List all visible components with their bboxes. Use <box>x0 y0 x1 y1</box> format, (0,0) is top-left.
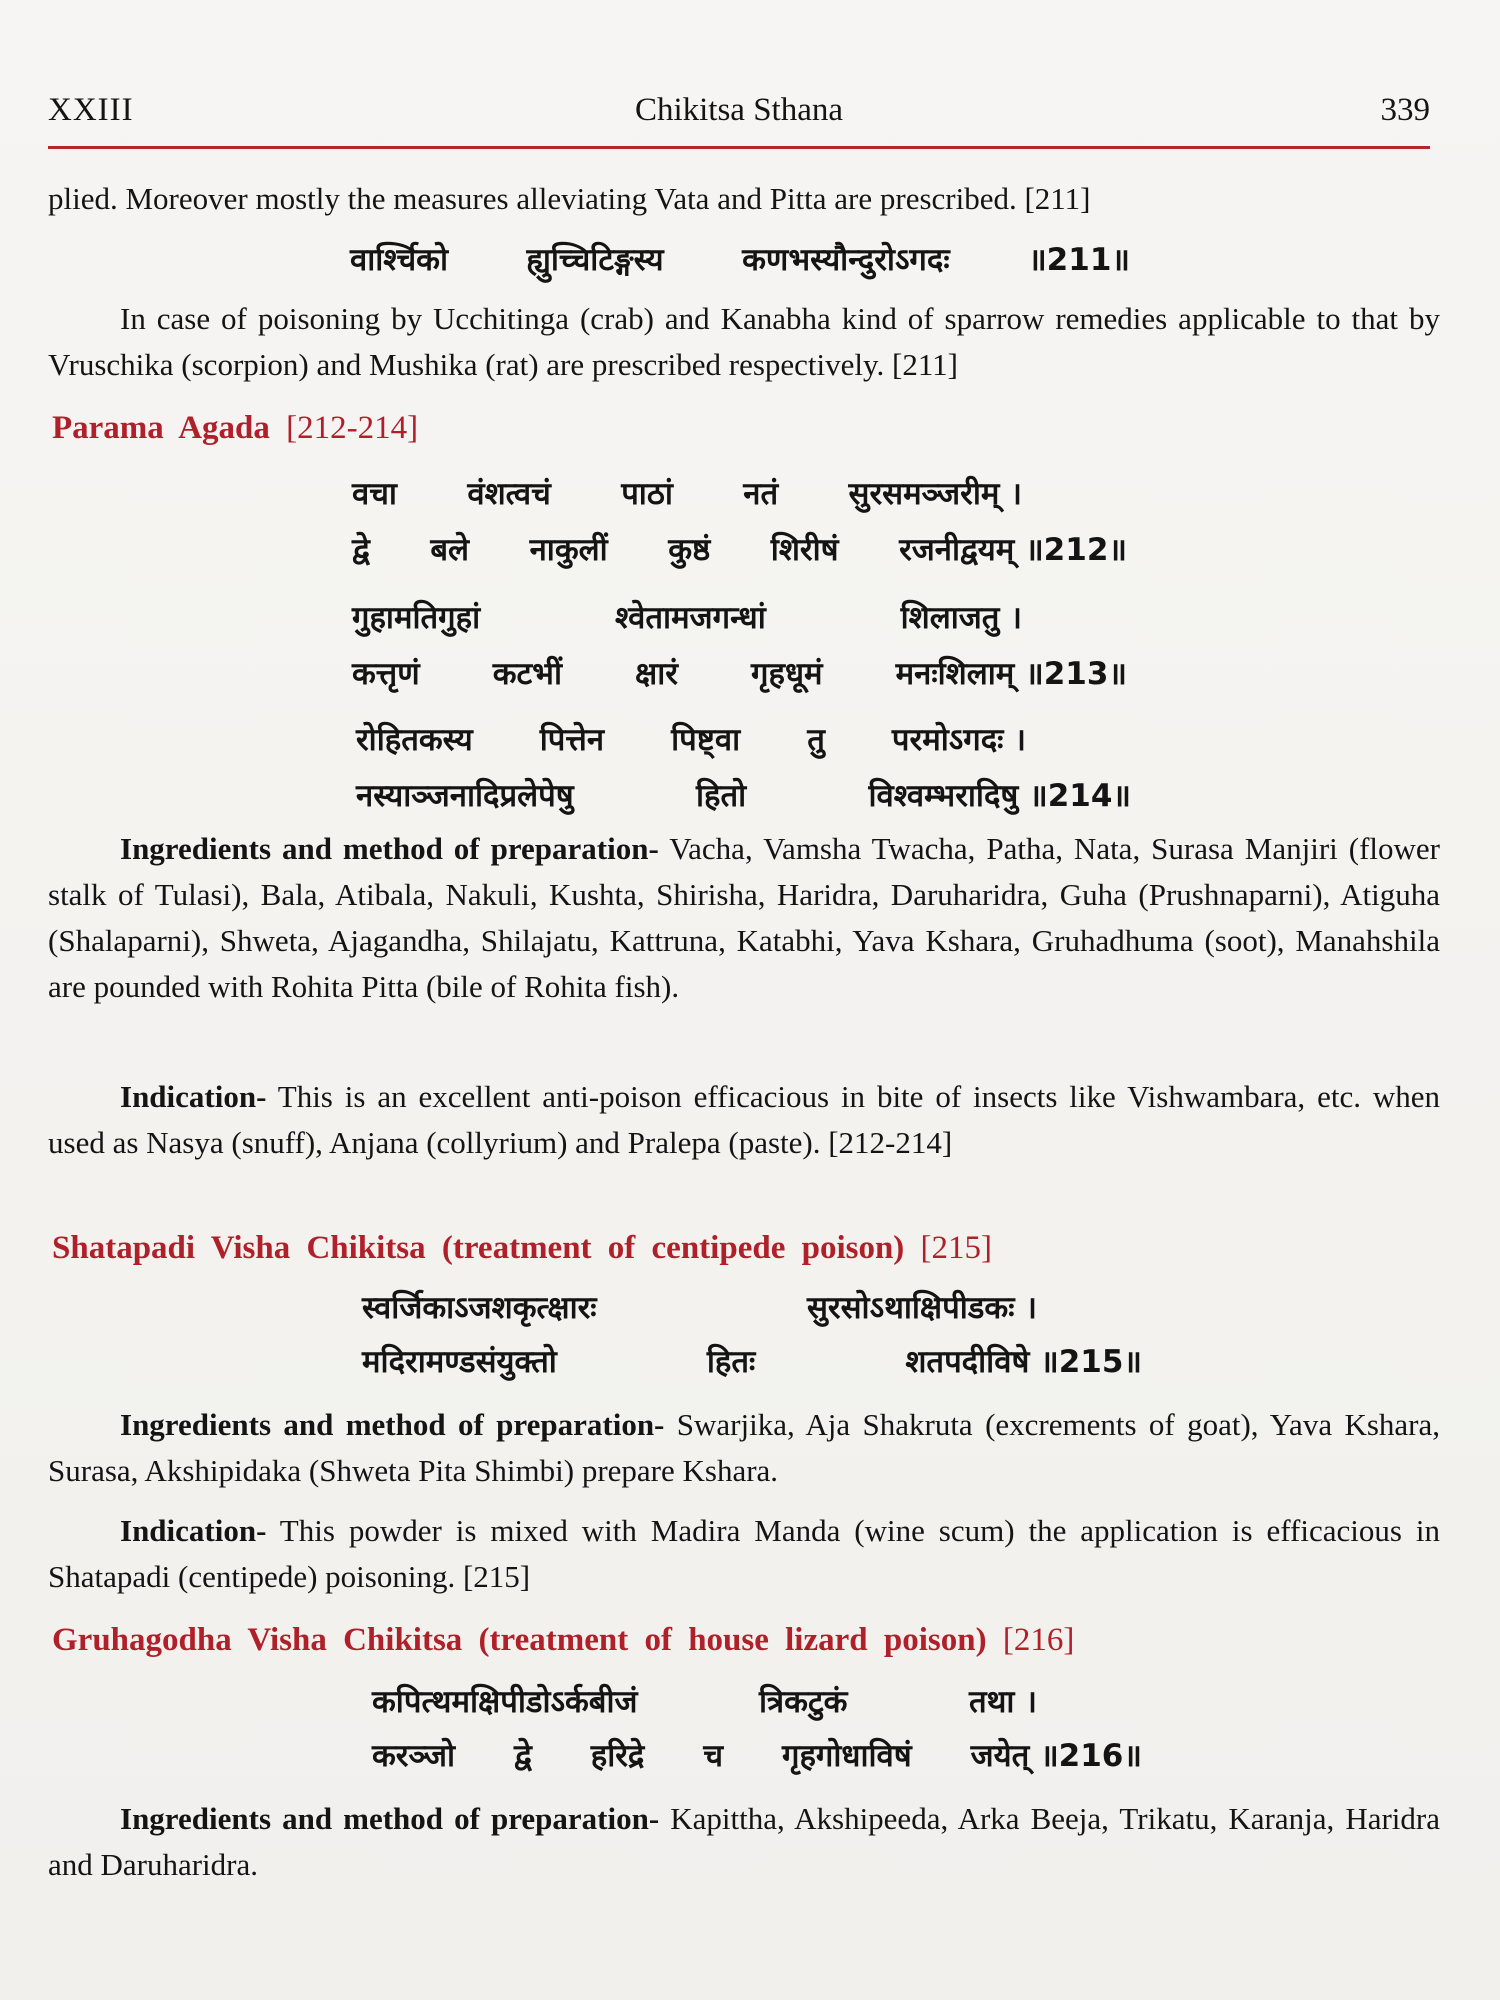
verse-word: नस्याञ्जनादिप्रलेपेषु <box>356 778 574 814</box>
verse-word: वंशत्वचं <box>467 476 551 512</box>
verse-word: करञ्जो <box>372 1738 456 1774</box>
verse-line-2 <box>352 528 1127 570</box>
verse-word: जयेत् ॥216॥ <box>970 1738 1142 1774</box>
verse-line-3 <box>352 596 1022 638</box>
verse-word: वचा <box>352 476 397 512</box>
run-in-label: Ingredients and method of preparation- <box>120 831 659 866</box>
verse-word: शतपदीविषे ॥215॥ <box>905 1344 1142 1380</box>
verse-word: द्वे <box>513 1738 532 1774</box>
verse-line-6 <box>356 774 1131 816</box>
paragraph-gruhagodha-ingredients <box>48 1796 1440 1888</box>
header-rule <box>48 146 1430 149</box>
paragraph-shatapadi-indication <box>48 1508 1440 1600</box>
verse-word: परमोऽगदः । <box>891 722 1026 758</box>
verse-word: कपित्थमक्षिपीडोऽर्कबीजं <box>372 1684 638 1720</box>
verse-word: कणभस्यौन्दुरोऽगदः <box>742 242 950 278</box>
verse-word: हितो <box>695 778 747 814</box>
paragraph-text: Kapittha, Akshipeeda, Arka Beeja, Trikatu, Karanja, Haridra and Daruharidra. <box>48 1801 1440 1882</box>
paragraph-parama-ingredients <box>48 826 1440 1010</box>
verse-word: वार्श्चिको <box>350 242 448 278</box>
verse-word: द्वे <box>352 532 370 568</box>
verse-word: कत्तृणं <box>352 656 420 692</box>
page-header <box>48 92 1430 136</box>
paragraph-text: Swarjika, Aja Shakruta (excrements of goat), Yava Kshara, Surasa, Akshipidaka (Shweta Pita Shimbi) prepare Kshara. <box>48 1407 1440 1488</box>
verse-word: हितः <box>706 1344 756 1380</box>
page-number: 339 <box>1380 92 1430 128</box>
verse-line-5 <box>356 718 1026 760</box>
verse-word: कुष्ठं <box>668 532 711 568</box>
verse-word: तु <box>807 722 825 758</box>
verse-word: सुरसोऽथाक्षिपीडकः । <box>806 1290 1037 1326</box>
verse-word: हरिद्रे <box>590 1738 645 1774</box>
section-heading-parama-agada <box>52 410 1440 447</box>
verse-word: स्वर्जिकाऽजशकृत्क्षारः <box>362 1290 597 1326</box>
verse-word: नतं <box>743 476 779 512</box>
heading-reference: [215] <box>920 1230 993 1266</box>
verse-word: श्वेतामजगन्धां <box>614 600 766 636</box>
heading-reference: [216] <box>1002 1622 1075 1658</box>
verse-word: मदिरामण्डसंयुक्तो <box>362 1344 557 1380</box>
verse-word: ह्युच्चिटिङ्गस्य <box>526 242 664 278</box>
verse-word: त्रिकटुकं <box>759 1684 848 1720</box>
verse-word: रोहितकस्य <box>356 722 473 758</box>
verse-word: गृहधूमं <box>751 656 823 692</box>
verse-word: शिलाजतु । <box>900 600 1022 636</box>
section-heading-gruhagodha <box>52 1622 1440 1659</box>
verse-word: नाकुलीं <box>529 532 608 568</box>
run-in-label: Ingredients and method of preparation- <box>120 1407 665 1442</box>
paragraph-text: Vacha, Vamsha Twacha, Patha, Nata, Surasa Manjiri (flower stalk of Tulasi), Bala, Atibala, Nakuli, Kushta, Shirisha, Haridra, Daruharidra, Guha (Prushnaparni), Atiguha (Shalaparni), Shweta, Ajagandha, Shilajatu, Kattruna, Katabhi, Yava Kshara, Gruhadhuma (soot), Manahshila are pounded with Rohita Pitta (bile of Rohita fish). <box>48 831 1440 1004</box>
heading-reference: [212-214] <box>286 410 419 446</box>
paragraph-parama-indication <box>48 1074 1440 1166</box>
verse-215-line-1 <box>362 1286 1037 1328</box>
verse-word: पिष्ट्वा <box>671 722 741 758</box>
verse-word: सुरसमञ्जरीम् । <box>848 476 1022 512</box>
verse-216-line-1 <box>372 1680 1037 1722</box>
paragraph-text: This is an excellent anti-poison efficacious in bite of insects like Vishwambara, etc. when used as Nasya (snuff), Anjana (collyrium) and Pralepa (paste). [212-214] <box>48 1079 1440 1160</box>
verse-number: ॥211॥ <box>1028 242 1130 278</box>
verse-word: गुहामतिगुहां <box>352 600 481 636</box>
heading-title: Parama Agada <box>52 410 270 446</box>
section-heading-shatapadi <box>52 1230 1440 1267</box>
verse-215-line-2 <box>362 1340 1142 1382</box>
verse-line-1 <box>352 472 1022 514</box>
verse-word: मनःशिलाम् ॥213॥ <box>895 656 1127 692</box>
run-in-label: Ingredients and method of preparation- <box>120 1801 660 1836</box>
verse-word: गृहगोधाविषं <box>782 1738 912 1774</box>
paragraph-shatapadi-ingredients <box>48 1402 1440 1494</box>
verse-line-4 <box>352 652 1127 694</box>
paragraph-text: In case of poisoning by Ucchitinga (crab) and Kanabha kind of sparrow remedies applicable to that by Vruschika (scorpion) and Mushika (rat) are prescribed respectively. [211] <box>48 301 1440 382</box>
verse-word: बले <box>430 532 470 568</box>
paragraph-text: This powder is mixed with Madira Manda (wine scum) the application is efficacious in Shatapadi (centipede) poisoning. [215] <box>48 1513 1440 1594</box>
verse-word: च <box>703 1738 724 1774</box>
paragraph-intro: plied. Moreover mostly the measures alleviating Vata and Pitta are prescribed. [211] <box>48 181 1091 216</box>
verse-216-line-2 <box>372 1734 1142 1776</box>
paragraph-211-translation <box>48 296 1440 388</box>
heading-title: Shatapadi Visha Chikitsa (treatment of centipede poison) <box>52 1230 905 1266</box>
verse-word: क्षारं <box>635 656 678 692</box>
run-in-label: Indication- <box>120 1079 267 1114</box>
verse-word: शिरीषं <box>770 532 839 568</box>
heading-title: Gruhagodha Visha Chikitsa (treatment of house lizard poison) <box>52 1622 987 1658</box>
verse-word: पाठां <box>621 476 673 512</box>
verse-word: रजनीद्वयम् ॥212॥ <box>899 532 1127 568</box>
verse-word: कटभीं <box>492 656 562 692</box>
verse-211 <box>350 238 1130 280</box>
verse-word: तथा । <box>968 1684 1037 1720</box>
run-in-label: Indication- <box>120 1513 267 1548</box>
verse-word: पित्तेन <box>539 722 605 758</box>
chapter-number: XXIII <box>48 92 134 128</box>
running-title: Chikitsa Sthana <box>634 92 844 128</box>
verse-word: विश्वम्भरादिषु ॥214॥ <box>868 778 1131 814</box>
